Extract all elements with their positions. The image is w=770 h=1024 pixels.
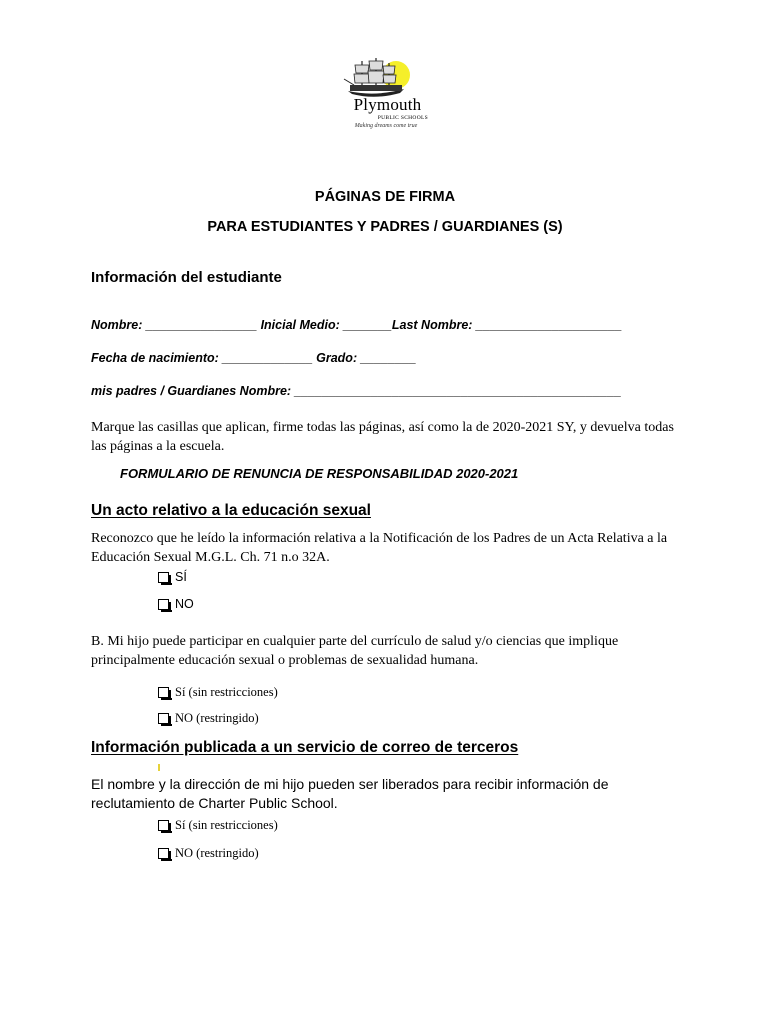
option-label: NO xyxy=(175,597,194,611)
ship-sun-icon xyxy=(330,55,440,100)
highlight-mark xyxy=(158,764,160,771)
sex-ed-heading: Un acto relativo a la educación sexual xyxy=(91,502,371,519)
third-party-statement: El nombre y la dirección de mi hijo pueden ser liberados para recibir información de reclutamiento de Charter Public School. xyxy=(91,776,609,811)
waiver-title: FORMULARIO DE RENUNCIA DE RESPONSABILIDAD 2020-2021 xyxy=(120,466,519,481)
sex-ed-no-option[interactable] xyxy=(158,597,194,611)
question-b-yes-option[interactable] xyxy=(158,685,278,700)
student-info-heading: Información del estudiante xyxy=(91,269,282,286)
checkbox-icon[interactable] xyxy=(158,687,169,698)
checkbox-icon[interactable] xyxy=(158,820,169,831)
logo-subtitle: PUBLIC SCHOOLS xyxy=(377,115,428,121)
question-b-text: B. Mi hijo puede participar en cualquier parte del currículo de salud y/o ciencias que implique principalmente educación sexual o problemas de sexualidad humana. xyxy=(91,634,619,668)
instructions-text: Marque las casillas que aplican, firme todas las páginas, así como la de 2020-2021 SY, y devuelva todas las páginas a la escuela. xyxy=(91,420,674,454)
page-title-line1: PÁGINAS DE FIRMA xyxy=(314,189,456,205)
option-label: NO (restringido) xyxy=(175,846,259,860)
page-title-line2: PARA ESTUDIANTES Y PADRES / GUARDIANES (S) xyxy=(207,219,563,235)
parents-name-field-line[interactable]: mis padres / Guardianes Nombre: _______________________________________________ xyxy=(91,384,622,398)
sex-ed-statement: Reconozco que he leído la información relativa a la Notificación de los Padres de un Acta Relativa a la Educación Sexual M.G.L. Ch. 71 n.o 32A. xyxy=(91,531,668,565)
sex-ed-yes-option[interactable] xyxy=(158,570,187,584)
option-label: Sí (sin restricciones) xyxy=(175,685,278,699)
school-logo xyxy=(330,55,440,135)
question-b-no-option[interactable] xyxy=(158,711,259,726)
logo-tagline: Making dreams come true xyxy=(354,123,418,129)
checkbox-icon[interactable] xyxy=(158,572,169,583)
checkbox-icon[interactable] xyxy=(158,713,169,724)
checkbox-icon[interactable] xyxy=(158,848,169,859)
third-party-yes-option[interactable] xyxy=(158,818,278,833)
third-party-heading: Información publicada a un servicio de correo de terceros xyxy=(91,739,519,756)
dob-grade-field-line[interactable]: Fecha de nacimiento: _____________ Grado: ________ xyxy=(91,351,417,365)
logo-name: Plymouth xyxy=(353,95,422,114)
option-label: Sí (sin restricciones) xyxy=(175,818,278,832)
name-field-line[interactable]: Nombre: ________________ Inicial Medio: _______Last Nombre: _____________________ xyxy=(91,318,622,332)
option-label: SÍ xyxy=(175,570,187,584)
option-label: NO (restringido) xyxy=(175,711,259,725)
third-party-no-option[interactable] xyxy=(158,846,259,861)
checkbox-icon[interactable] xyxy=(158,599,169,610)
